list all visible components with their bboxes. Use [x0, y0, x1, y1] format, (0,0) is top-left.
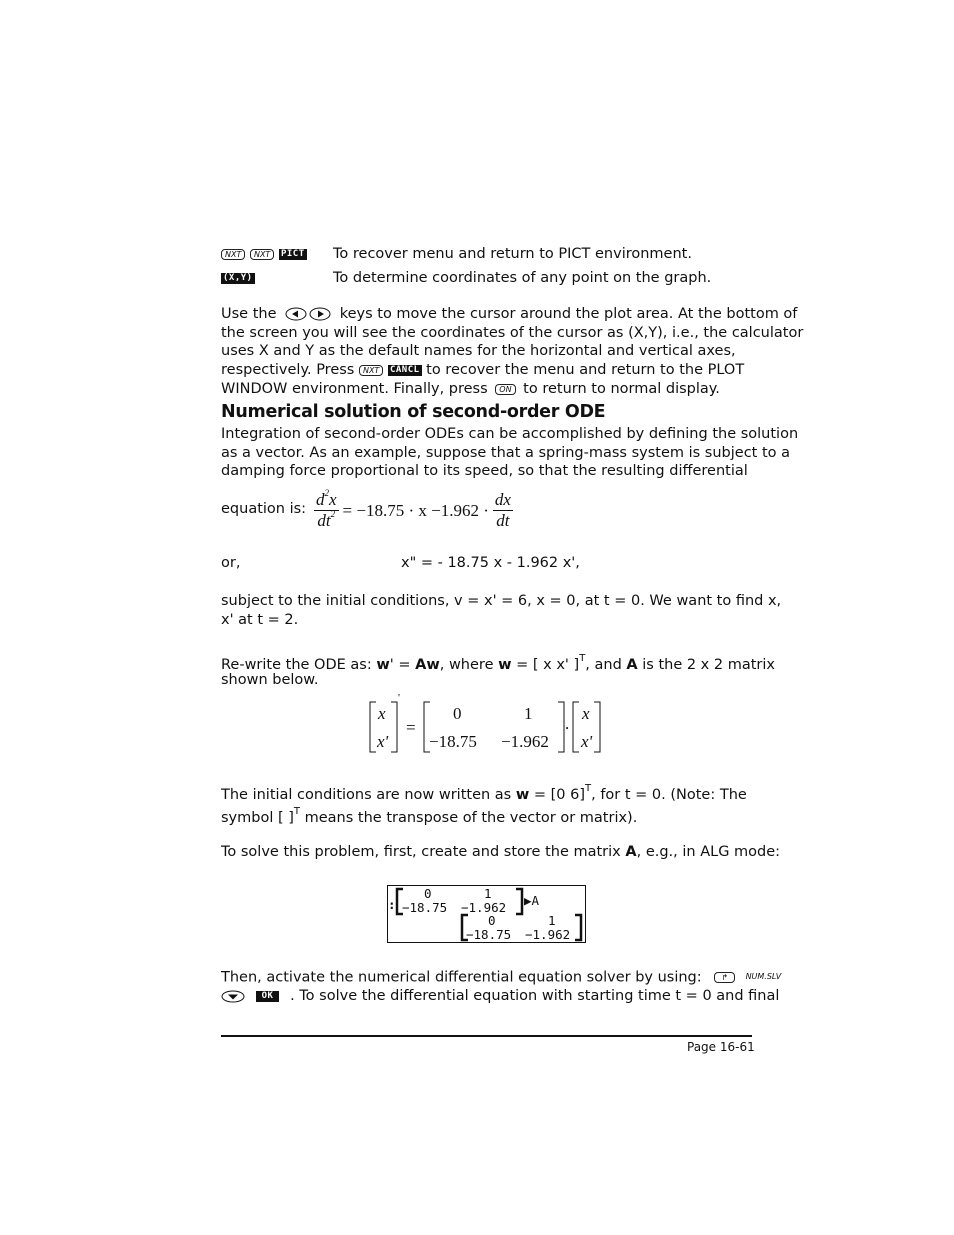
entry-a21: −18.75 [402, 900, 448, 915]
rhs-x: x [582, 704, 590, 723]
nxt-key: NXT [221, 249, 245, 260]
pict-softkey: PICT [280, 248, 305, 259]
intro-line1: Integration of second-order ODEs can be accomplished by defining the solution [221, 426, 799, 442]
ok-softkey: OK [256, 991, 280, 1002]
section-heading: Numerical solution of second-order ODE [221, 402, 606, 422]
on-key: ON [495, 384, 515, 395]
intro-line3: damping force proportional to its speed, so that the resulting differential [221, 463, 748, 479]
left-right-arrow-icon [285, 307, 331, 321]
conditions-line1: subject to the initial conditions, v = x' = 6, x = 0, at t = 0. We want to find x, [221, 593, 782, 609]
result-a12: 1 [548, 913, 556, 928]
para1-line2: the screen you will see the coordinates of the cursor as (X,Y), i.e., the calculator [221, 325, 804, 341]
rhs-xprime: x' [581, 732, 593, 751]
store-to-a: ▶A [524, 893, 540, 908]
matrix-dot: . [565, 714, 570, 733]
xy-softkey: (X,Y) [223, 272, 253, 283]
matrix-brackets [368, 696, 608, 758]
keys-row-xy [221, 269, 255, 288]
equation-middle: = −18.75 · x −1.962 · [342, 500, 489, 520]
a21: −18.75 [429, 732, 477, 751]
a12: 1 [524, 704, 533, 723]
para1-line4: respectively. Press NXT CANCL to recover the menu and return to the PLOT [221, 362, 745, 378]
para1-line3: uses X and Y as the default names for the horizontal and vertical axes, [221, 343, 736, 359]
matrix-equals: = [406, 718, 416, 737]
then-line1: Then, activate the numerical differential equation solver by using: ↱ NUM.SLV [221, 969, 782, 986]
cancel-softkey: CANCL [389, 364, 420, 375]
keys-row-pict [221, 245, 307, 264]
lhs-xprime: x' [377, 732, 389, 751]
d2x-dt2-fraction: $\frac{d^2x}{dt^2}$ [316, 488, 337, 530]
down-arrow-key [221, 990, 245, 1003]
rewrite-line1: Re-write the ODE as: w' = Aw, where w = [ x x' ]$^T$, and A is the 2 x 2 matrix [221, 653, 775, 673]
entry-a11: 0 [424, 886, 432, 901]
dx-dt-fraction: $\frac{dx}{dt}$ [494, 490, 511, 530]
rewrite-line2: shown below. [221, 672, 319, 688]
footer-rule [221, 1035, 752, 1037]
right-shift-key: ↱ [714, 972, 735, 983]
a22: −1.962 [501, 732, 549, 751]
or-equation: x" = - 18.75 x - 1.962 x', [401, 555, 580, 571]
conditions-line2: x' at t = 2. [221, 612, 299, 628]
nxt-key: NXT [359, 365, 383, 376]
nxt-key: NXT [250, 249, 274, 260]
a11: 0 [453, 704, 462, 723]
arrow-keys [285, 307, 331, 321]
lhs-prime: ' [398, 692, 400, 704]
solve-line: To solve this problem, first, create and store the matrix A, e.g., in ALG mode: [221, 844, 781, 860]
para1-line1: Use the keys to move the cursor around the plot area. At the bottom of [221, 306, 798, 322]
init-line2: symbol [ ]$^T$ means the transpose of the vector or matrix). [221, 806, 638, 826]
matrix-equation [368, 692, 608, 758]
equation-label: equation is: [221, 501, 307, 517]
down-arrow-icon [221, 990, 245, 1003]
pict-description: To recover menu and return to PICT environment. [333, 246, 692, 262]
page-number: Page 16-61 [687, 1040, 755, 1054]
calculator-screen: : 0 1 −18.75 −1.962 ▶A 0 1 −18.75 −1.962 [387, 885, 586, 943]
ode-equation [314, 490, 513, 531]
entry-a22: −1.962 [461, 900, 507, 915]
para1-line5: WINDOW environment. Finally, press ON to return to normal display. [221, 381, 720, 397]
then-line2: OK . To solve the differential equation with starting time t = 0 and final [221, 987, 779, 1006]
entry-a12: 1 [484, 886, 492, 901]
init-line1: The initial conditions are now written as w = [0 6]$^T$, for t = 0. (Note: The [221, 783, 747, 803]
result-a21: −18.75 [466, 927, 512, 942]
numslv-label: NUM.SLV [745, 972, 782, 981]
result-a11: 0 [488, 913, 496, 928]
result-a22: −1.962 [525, 927, 571, 942]
intro-line2: as a vector. As an example, suppose that a spring-mass system is subject to a [221, 445, 791, 461]
lhs-x: x [378, 704, 386, 723]
xy-description: To determine coordinates of any point on the graph. [333, 270, 712, 286]
or-label: or, [221, 555, 241, 571]
